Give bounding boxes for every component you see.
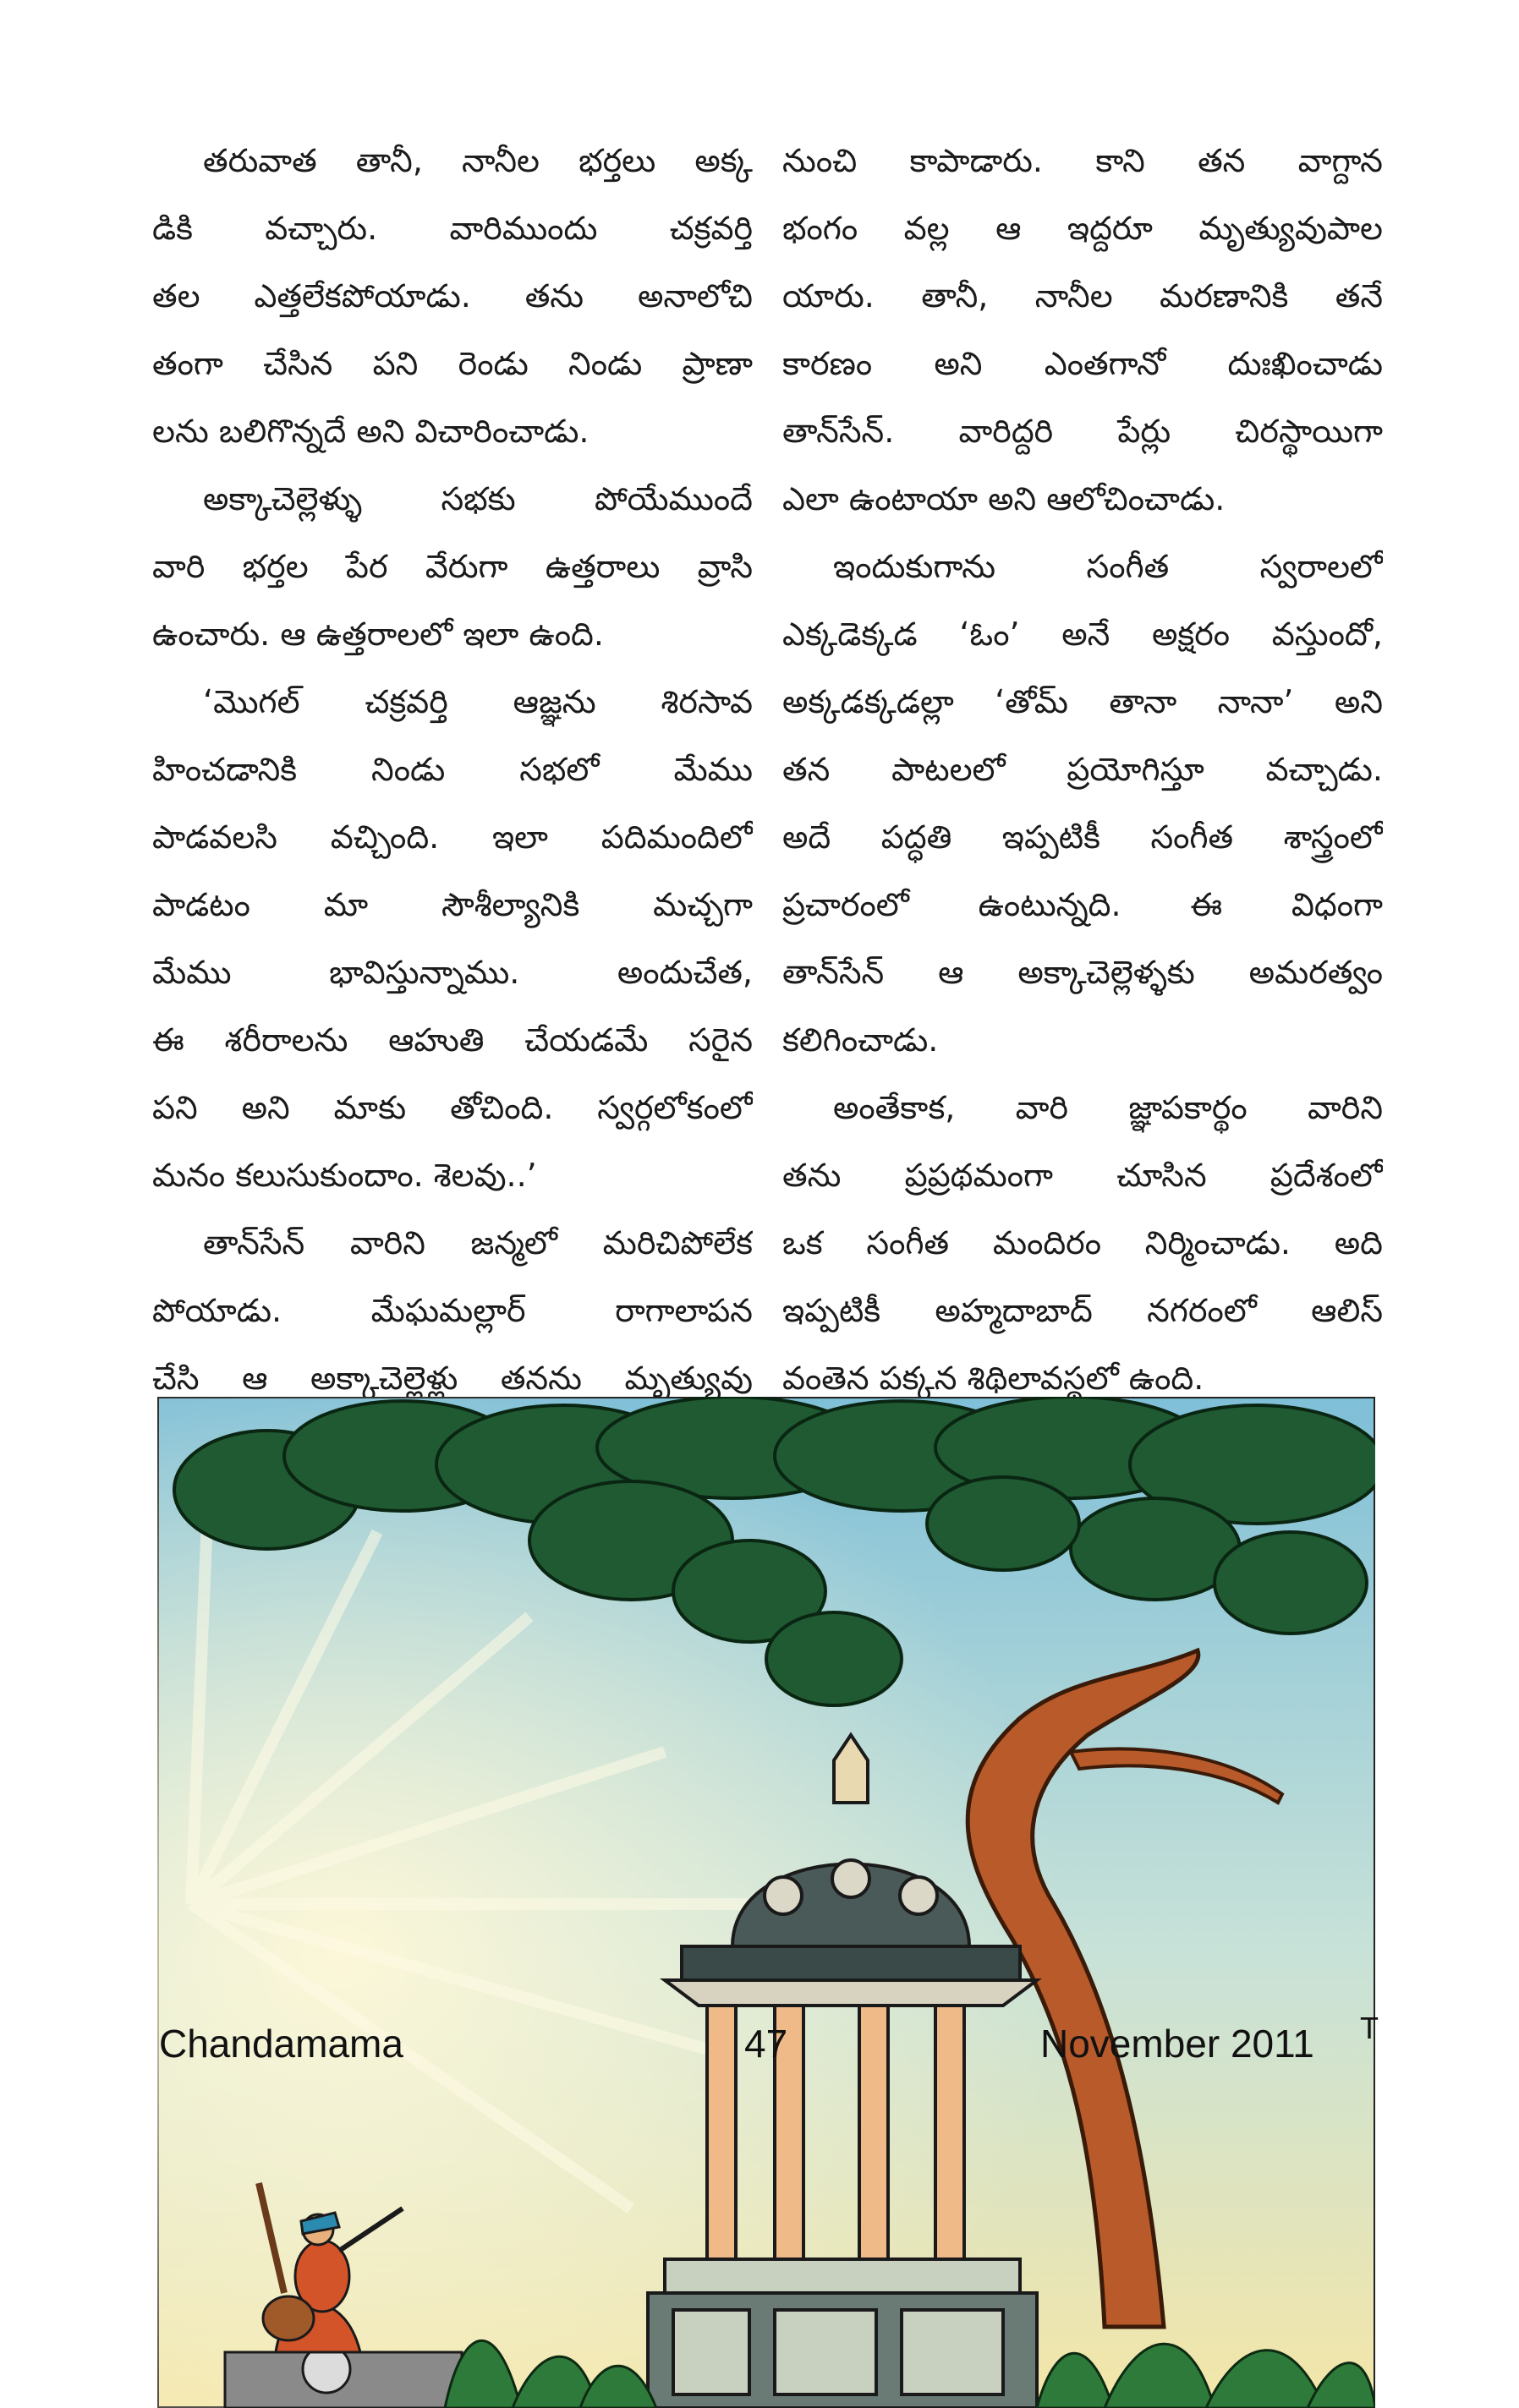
text-line: ఈ శరీరాలను ఆహుతి చేయడమే సరైన xyxy=(152,1021,753,1059)
text-line: కారణం అని ఎంతగానో దుఃఖించాడు xyxy=(782,345,1383,382)
text-line: నుంచి కాపాడారు. కాని తన వాగ్దాన xyxy=(782,142,1383,179)
text-line: అక్కడక్కడల్లా ‘తోమ్ తానా నానా’ అని xyxy=(782,683,1383,720)
page-number: 47 xyxy=(744,2022,788,2066)
magazine-name: Chandamama xyxy=(159,2022,403,2066)
text-line: భంగం వల్ల ఆ ఇద్దరూ మృత్యువుపాల xyxy=(782,210,1383,247)
left-text-column xyxy=(152,127,753,1412)
text-line: హించడానికి నిండు సభలో మేము xyxy=(152,751,753,788)
text-line: ‘మొగల్ చక్రవర్తి ఆజ్ఞను శిరసావ xyxy=(203,683,753,720)
text-line: మనం కలుసుకుందాం. శెలవు..’ xyxy=(152,1157,537,1194)
text-line: తరువాత తానీ, నానీల భర్తలు అక్క xyxy=(203,142,753,179)
text-line: తన పాటలలో ప్రయోగిస్తూ వచ్చాడు. xyxy=(782,751,1383,788)
text-line: కలిగించాడు. xyxy=(782,1021,939,1059)
text-line: అంతేకాక, వారి జ్ఞాపకార్థం వారిని xyxy=(833,1089,1383,1126)
text-line: ఎక్కడెక్కడ ‘ఓం’ అనే అక్షరం వస్తుందో, xyxy=(782,616,1383,653)
text-line: ఒక సంగీత మందిరం నిర్మించాడు. అది xyxy=(782,1224,1383,1261)
text-line: వారి భర్తల పేర వేరుగా ఉత్తరాలు వ్రాసి xyxy=(152,548,753,585)
text-line: ప్రచారంలో ఉంటున్నది. ఈ విధంగా xyxy=(782,886,1383,923)
text-line: తంగా చేసిన పని రెండు నిండు ప్రాణా xyxy=(152,345,753,382)
text-line: ఎలా ఉంటాయా అని ఆలోచించాడు. xyxy=(782,480,1226,517)
text-line: మేము భావిస్తున్నాము. అందుచేత, xyxy=(152,954,753,991)
text-line: ఇందుకుగాను సంగీత స్వరాలలో xyxy=(833,548,1383,585)
text-line: లను బలిగొన్నదే అని విచారించాడు. xyxy=(152,413,590,450)
text-line: పని అని మాకు తోచింది. స్వర్గలోకంలో xyxy=(152,1089,753,1126)
text-line: చేసి ఆ అక్కాచెల్లెళ్లు తనను మృత్యువు xyxy=(152,1360,753,1397)
text-line: తాన్‌సేన్. వారిద్దరి పేర్లు చిరస్థాయిగా xyxy=(782,413,1383,450)
page-mark: T xyxy=(1360,2011,1379,2045)
text-line: పోయాడు. మేఘమల్లార్ రాగాలాపన xyxy=(152,1292,753,1329)
text-line: పాడటం మా సౌశీల్యానికి మచ్చగా xyxy=(152,886,753,923)
text-line: అక్కాచెల్లెళ్ళు సభకు పోయేముందే xyxy=(203,480,753,517)
text-line: పాడవలసి వచ్చింది. ఇలా పదిమందిలో xyxy=(152,818,753,856)
right-text-column xyxy=(782,127,1383,1412)
text-line: తను ప్రప్రథమంగా చూసిన ప్రదేశంలో xyxy=(782,1157,1383,1194)
text-line: తల ఎత్తలేకపోయాడు. తను అనాలోచి xyxy=(152,277,753,315)
text-line: అదే పద్ధతి ఇప్పటికీ సంగీత శాస్త్రంలో xyxy=(782,818,1383,856)
text-line: ఉంచారు. ఆ ఉత్తరాలలో ఇలా ఉంది. xyxy=(152,616,604,653)
text-line: వంతెన పక్కన శిథిలావస్థలో ఉంది. xyxy=(782,1360,1204,1397)
issue-date: November 2011 xyxy=(1040,2022,1314,2066)
text-line: యారు. తానీ, నానీల మరణానికి తనే xyxy=(782,277,1383,315)
text-line: డికి వచ్చారు. వారిముందు చక్రవర్తి xyxy=(152,210,753,247)
story-illustration xyxy=(157,1397,1375,2408)
text-line: తాన్‌సేన్ ఆ అక్కాచెల్లెళ్ళకు అమరత్వం xyxy=(782,954,1383,991)
text-line: తాన్‌సేన్ వారిని జన్మలో మరిచిపోలేక xyxy=(203,1224,753,1261)
text-line: ఇప్పటికీ అహ్మదాబాద్ నగరంలో ఆలిస్ xyxy=(782,1292,1383,1329)
